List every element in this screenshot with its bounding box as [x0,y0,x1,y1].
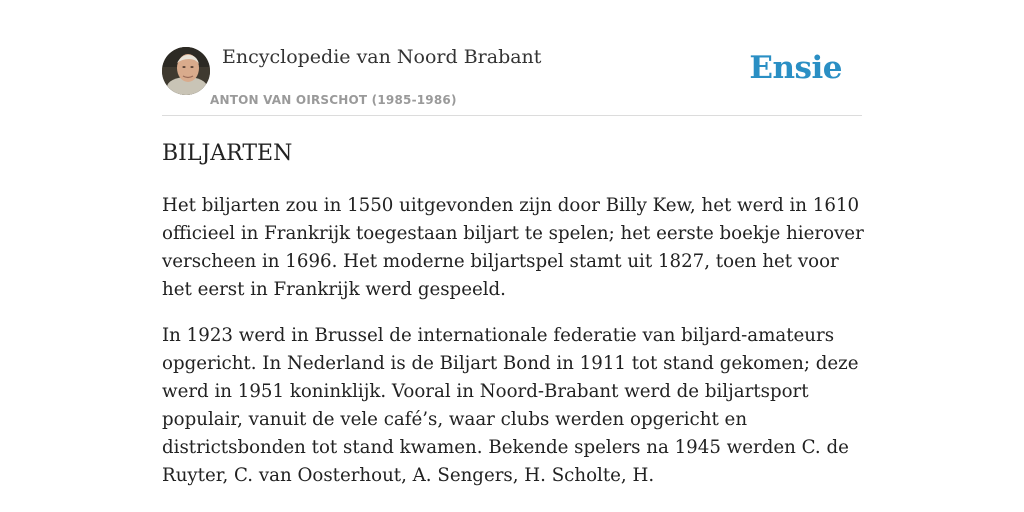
article-content [162,138,866,508]
article-paragraph: Het biljarten zou in 1550 uitgevonden zijn door Billy Kew, het werd in 1610 officieel in Frankrijk toegestaan biljart te spelen; het eerste boekje hierover verscheen in 1696. Het moderne biljartspel stamt uit 1827, toen het voor het eerst in Frankrijk werd gespeeld. [162,195,864,300]
article-title: BILJARTEN [162,141,293,166]
ensie-logo[interactable]: Ensie [749,50,842,86]
avatar-portrait-icon [162,47,210,95]
author-name[interactable]: ANTON VAN OIRSCHOT (1985-1986) [210,93,457,107]
header [162,44,862,116]
author-avatar[interactable] [162,47,210,95]
article-paragraph: In 1923 werd in Brussel de internationale federatie van biljard-amateurs opgericht. In Nederland is de Biljart Bond in 1911 tot stand gekomen; deze werd in 1951 koninklijk. Vooral in Noord-Brabant werd de biljartsport populair, vanuit de vele café’s, waar clubs werden opgericht en districtsbonden tot stand kwamen. Bekende spelers na 1945 werden C. de Ruyter, C. van Oosterhout, A. Sengers, H. Scholte, H. [162,325,859,486]
encyclopedia-title[interactable]: Encyclopedie van Noord Brabant [222,46,542,68]
